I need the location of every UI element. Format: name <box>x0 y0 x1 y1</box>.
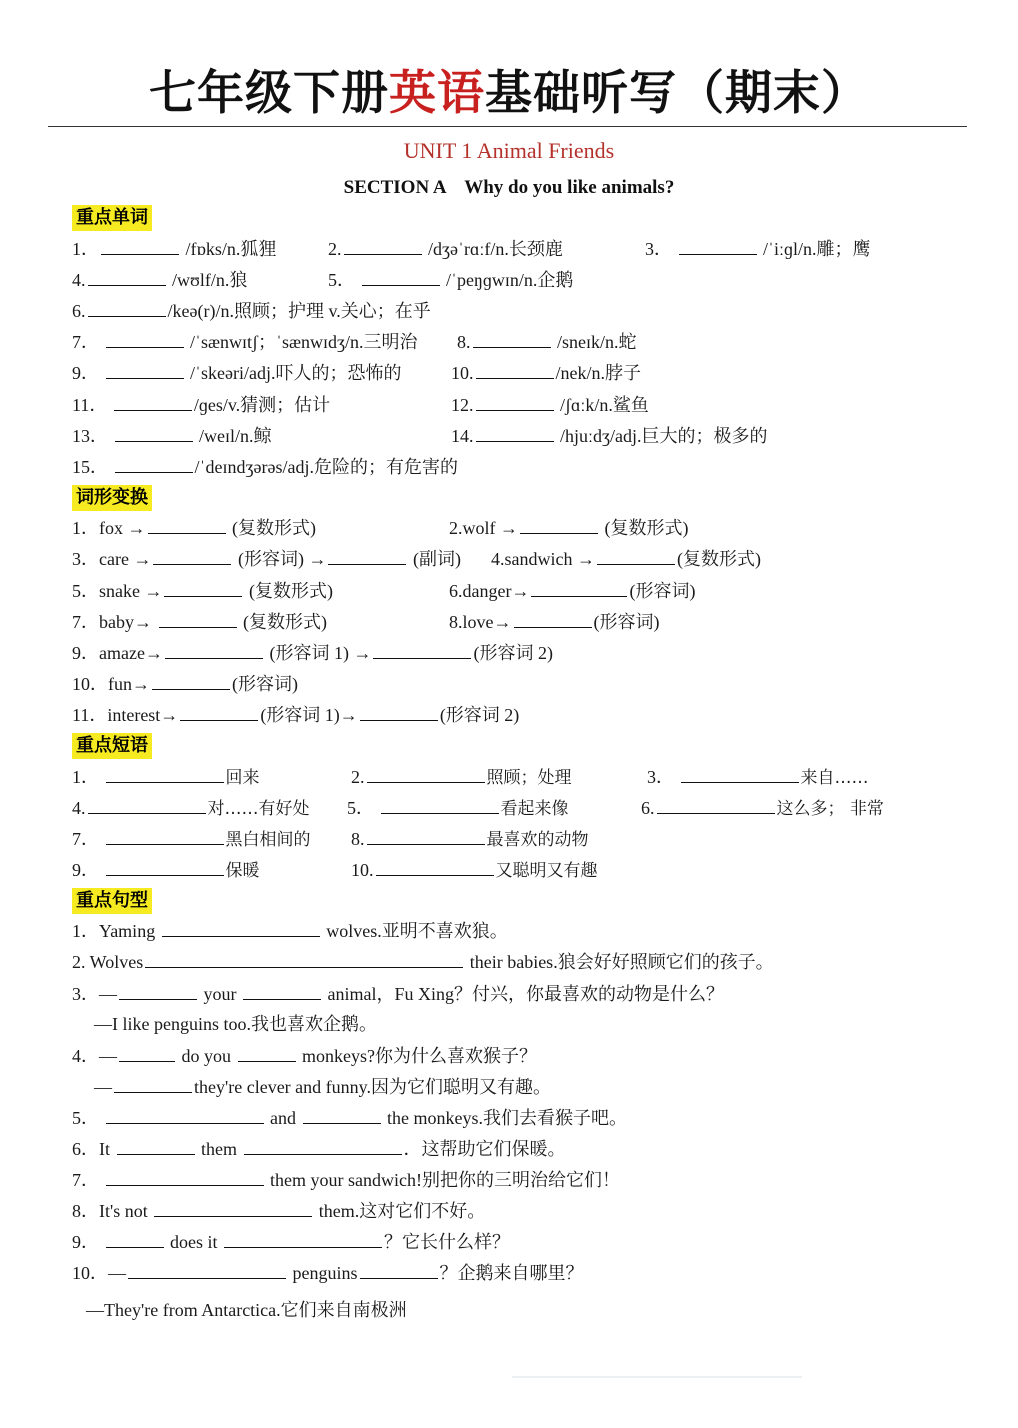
form-item: 7．baby→ (复数形式) <box>72 609 327 633</box>
blank[interactable] <box>381 795 499 814</box>
blank[interactable] <box>360 1260 438 1279</box>
blank[interactable] <box>106 1229 164 1248</box>
phrase-item: 3． 来自…… <box>647 764 869 788</box>
blank[interactable] <box>679 236 757 255</box>
phrase-item: 4. 对……有好处 <box>72 795 310 819</box>
phrase-item: 2. 照顾；处理 <box>351 764 572 788</box>
vocab-item: 6. /keə(r)/n.照顾；护理 v.关心；在乎 <box>72 298 431 322</box>
blank[interactable] <box>238 1043 296 1062</box>
sentence-item: 6．It them ．这帮助它们保暖。 <box>72 1136 566 1160</box>
form-item: 2.wolf → (复数形式) <box>449 515 689 539</box>
blank[interactable] <box>148 515 226 534</box>
blank[interactable] <box>328 546 406 565</box>
phrase-item: 5． 看起来像 <box>347 795 569 819</box>
blank[interactable] <box>106 1167 264 1186</box>
phrase-item: 7． 黑白相间的 <box>72 826 311 850</box>
vocab-item: 5． /ˈpeŋɡwɪn/n.企鹅 <box>328 267 573 291</box>
sentence-item: 5． and the monkeys.我们去看猴子吧。 <box>72 1105 627 1129</box>
blank[interactable] <box>597 546 675 565</box>
blank[interactable] <box>88 795 206 814</box>
blank[interactable] <box>476 360 554 379</box>
blank[interactable] <box>367 764 485 783</box>
blank[interactable] <box>114 1074 192 1093</box>
blank[interactable] <box>681 764 799 783</box>
sentence-reply: —I like penguins too.我也喜欢企鹅。 <box>94 1014 377 1034</box>
form-item: 11．interest→ (形容词 1)→ (形容词 2) <box>72 702 519 726</box>
blank[interactable] <box>115 423 193 442</box>
blank[interactable] <box>106 329 184 348</box>
phrase-item: 6. 这么多； 非常 <box>641 795 884 819</box>
form-item: 5．snake → (复数形式) <box>72 578 333 602</box>
blank[interactable] <box>473 329 551 348</box>
sentence-reply: — they're clever and funny.因为它们聪明又有趣。 <box>94 1074 551 1098</box>
blank[interactable] <box>106 826 224 845</box>
form-item: 3．care → (形容词) → (副词) <box>72 546 461 570</box>
form-item: 1．fox → (复数形式) <box>72 515 316 539</box>
vocab-item: 9． /ˈskeəri/adj.吓人的；恐怖的 <box>72 360 401 384</box>
blank[interactable] <box>520 515 598 534</box>
blank[interactable] <box>244 1136 402 1155</box>
heading-forms: 词形变换 <box>72 485 152 511</box>
blank[interactable] <box>88 298 166 317</box>
vocab-item: 3． /ˈiːɡl/n.雕；鹰 <box>645 236 871 260</box>
sentence-item: 1．Yaming wolves.亚明不喜欢狼。 <box>72 918 508 942</box>
blank[interactable] <box>180 702 258 721</box>
vocab-item: 12. /ʃɑːk/n.鲨鱼 <box>451 392 649 416</box>
blank[interactable] <box>117 1136 195 1155</box>
blank[interactable] <box>344 236 422 255</box>
phrase-item: 8. 最喜欢的动物 <box>351 826 589 850</box>
phrase-item: 10. 又聪明又有趣 <box>351 857 598 881</box>
form-item: 10．fun→ (形容词) <box>72 671 298 695</box>
blank[interactable] <box>531 578 627 597</box>
vocab-item: 7． /ˈsænwɪtʃ；ˈsænwɪdʒ/n.三明治 <box>72 329 418 353</box>
blank[interactable] <box>106 1105 264 1124</box>
blank[interactable] <box>376 857 494 876</box>
form-item: 9．amaze→ (形容词 1) → (形容词 2) <box>72 640 553 664</box>
vocab-item: 10. /nek/n.脖子 <box>451 360 641 384</box>
blank[interactable] <box>114 392 192 411</box>
vocab-item: 8. /sneɪk/n.蛇 <box>457 329 637 353</box>
sentence-reply: —They're from Antarctica.它们来自南极洲 <box>86 1300 407 1320</box>
sentence-item: 8．It's not them.这对它们不好。 <box>72 1198 485 1222</box>
blank[interactable] <box>106 764 224 783</box>
phrase-item: 9． 保暖 <box>72 857 260 881</box>
vocab-item: 15． /ˈdeɪndʒərəs/adj.危险的；有危害的 <box>72 454 458 478</box>
vocab-item: 4. /wʊlf/n.狼 <box>72 267 247 291</box>
sentence-item: 9． does it ？它长什么样？ <box>72 1229 510 1253</box>
blank[interactable] <box>101 236 179 255</box>
blank[interactable] <box>476 423 554 442</box>
vocab-item: 14. /hjuːdʒ/adj.巨大的；极多的 <box>451 423 767 447</box>
blank[interactable] <box>115 454 193 473</box>
form-item: 4.sandwich → (复数形式) <box>491 546 761 570</box>
page-title: 七年级下册英语基础听写（期末） <box>149 66 869 121</box>
vocab-item: 11． /ɡes/v.猜测；估计 <box>72 392 330 416</box>
title-highlight: 英语 <box>389 66 485 121</box>
phrase-item: 1． 回来 <box>72 764 260 788</box>
blank[interactable] <box>106 857 224 876</box>
blank[interactable] <box>514 609 592 628</box>
heading-phrases: 重点短语 <box>72 733 152 759</box>
title-divider <box>48 126 967 127</box>
sentence-item: 10．— penguins ？企鹅来自哪里？ <box>72 1260 584 1284</box>
blank[interactable] <box>154 1198 312 1217</box>
form-item: 6.danger→ (形容词) <box>449 578 695 602</box>
heading-sentences: 重点句型 <box>72 888 152 914</box>
sentence-item: 3．— your animal，Fu Xing？付兴，你最喜欢的动物是什么？ <box>72 981 724 1005</box>
sentence-item: 7． them your sandwich!别把你的三明治给它们！ <box>72 1167 620 1191</box>
unit-title: UNIT 1 Animal Friends <box>403 138 615 163</box>
vocab-item: 13． /weɪl/n.鲸 <box>72 423 272 447</box>
blank[interactable] <box>476 392 554 411</box>
blank[interactable] <box>162 918 320 937</box>
blank[interactable] <box>119 981 197 1000</box>
blank[interactable] <box>145 949 463 968</box>
footer-watermark <box>512 1376 802 1388</box>
blank[interactable] <box>303 1105 381 1124</box>
blank[interactable] <box>152 671 230 690</box>
blank[interactable] <box>165 640 263 659</box>
blank[interactable] <box>164 578 242 597</box>
heading-words: 重点单词 <box>72 205 152 231</box>
blank[interactable] <box>243 981 321 1000</box>
blank[interactable] <box>88 267 166 286</box>
blank[interactable] <box>153 546 231 565</box>
vocab-item: 1． /fɒks/n.狐狸 <box>72 236 276 260</box>
blank[interactable] <box>106 360 184 379</box>
section-title: SECTION A Why do you like animals? <box>343 177 675 198</box>
blank[interactable] <box>367 826 485 845</box>
blank[interactable] <box>360 702 438 721</box>
blank[interactable] <box>657 795 775 814</box>
sentence-item: 2. Wolves their babies.狼会好好照顾它们的孩子。 <box>72 949 774 973</box>
blank[interactable] <box>128 1260 286 1279</box>
blank[interactable] <box>119 1043 175 1062</box>
blank[interactable] <box>362 267 440 286</box>
blank[interactable] <box>159 609 237 628</box>
sentence-item: 4．— do you monkeys?你为什么喜欢猴子？ <box>72 1043 537 1067</box>
vocab-item: 2. /dʒəˈrɑːf/n.长颈鹿 <box>328 236 563 260</box>
blank[interactable] <box>373 640 471 659</box>
form-item: 8.love→ (形容词) <box>449 609 660 633</box>
blank[interactable] <box>224 1229 382 1248</box>
